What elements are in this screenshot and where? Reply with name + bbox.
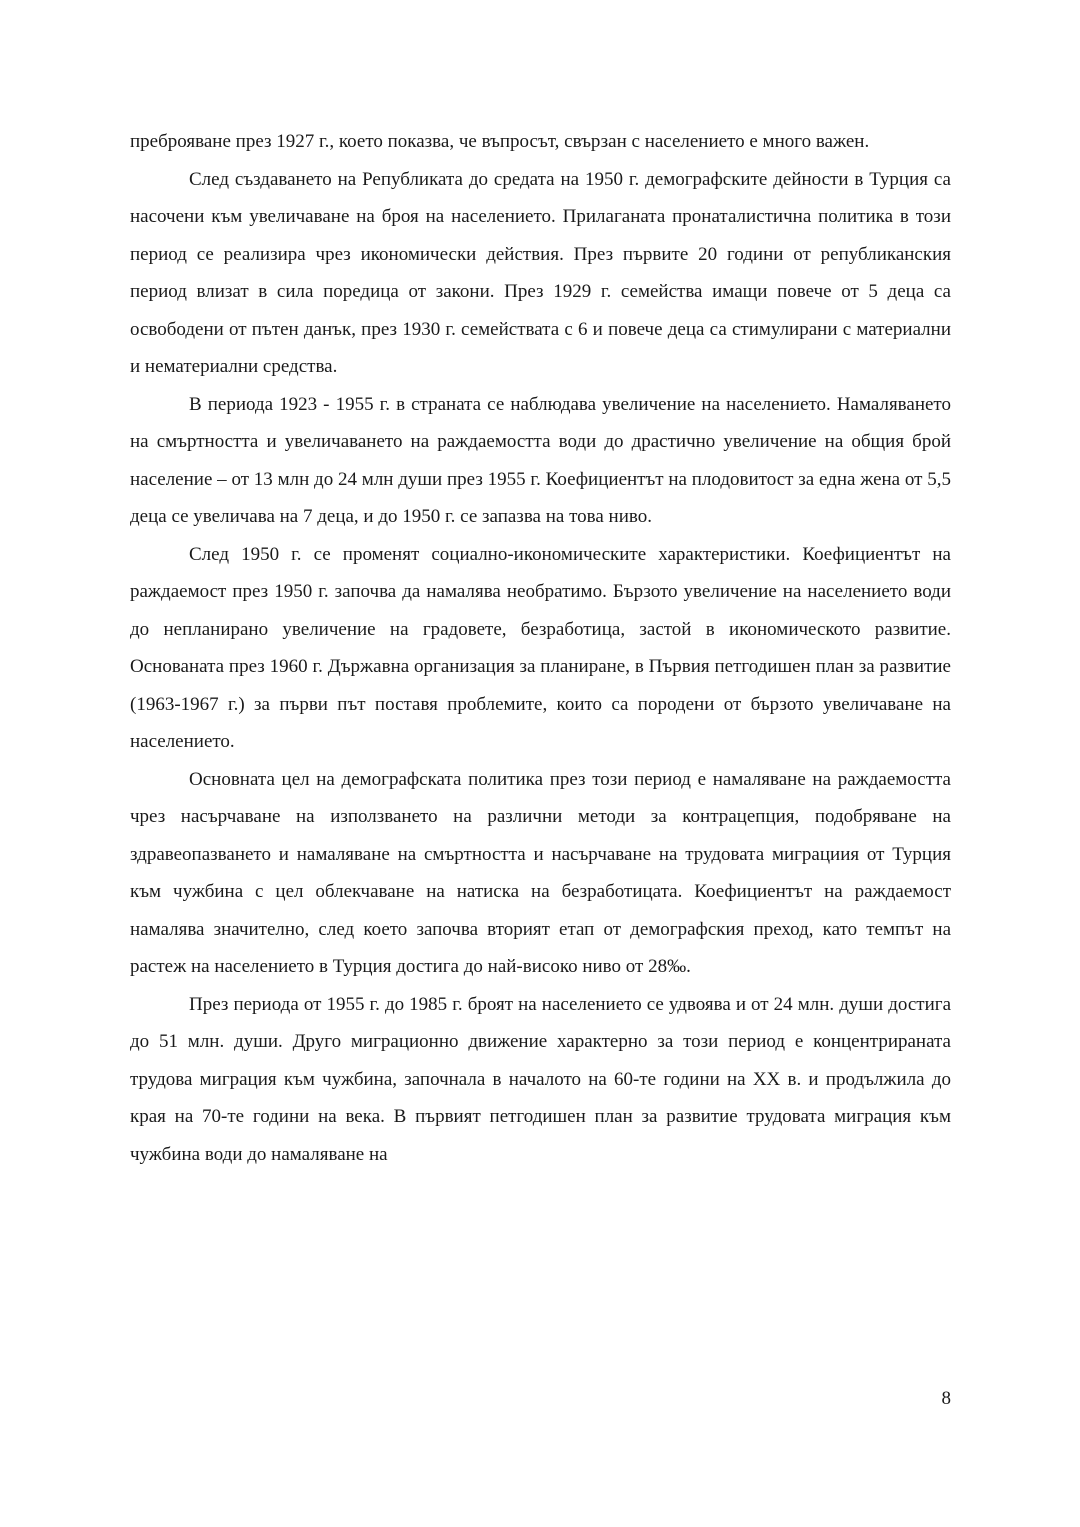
paragraph: В периода 1923 - 1955 г. в страната се наблюдава увеличение на населението. Намаляването на смъртността и увеличаването на раждаемостта води до драстично увеличение на общия брой население – от 13 млн до 24 млн души през 1955 г. Коефициентът на плодовитост за една жена от 5,5 деца се увеличава на 7 деца, и до 1950 г. се запазва на това ниво. [130,393,951,527]
paragraph: През периода от 1955 г. до 1985 г. броят на населението се удвоява и от 24 млн. души достига до 51 млн. души. Друго миграционно движение характерно за този период е концентрираната трудова миграция към чужбина, започнала в началото на 60-те години на XX в. и продължила до края на 70-те години на века. В първият петгодишен план за развитие трудовата миграция към чужбина води до намаляване на [130,993,951,1165]
paragraph-continuation: преброяване през 1927 г., което показва, че въпросът, свързан с населението е много важен. [130,131,870,152]
paragraph: След 1950 г. се променят социално-икономическите характеристики. Коефициентът на раждаемост през 1950 г. започва да намалява необратимо. Бързото увеличение на населението води до непланирано увеличение на градовете, безработица, застой в икономическото развитие. Основаната през 1960 г. Държавна организация за планиране, в Първия петгодишен план за развитие (1963-1967 г.) за първи път поставя проблемите, които са породени от бързото увеличаване на населението. [130,543,951,752]
paragraph: След създаването на Републиката до средата на 1950 г. демографските дейности в Турция са насочени към увеличаване на броя на населението. Прилаганата пронаталистична политика в този период се реализира чрез икономически действия. През първите 20 години от републиканския период влизат в сила поредица от закони. През 1929 г. семейства имащи повече от 5 деца са освободени от пътен данък, през 1930 г. семействата с 6 и повече деца са стимулирани с материални и нематериални средства. [130,168,951,377]
paragraph: Основната цел на демографската политика през този период е намаляване на раждаемостта чрез насърчаване на използването на различни методи за контрацепция, подобряване на здравеопазването и намаляване на смъртността и насърчаване на трудовата миграциия от Турция към чужбина с цел облекчаване на натиска на безработицата. Коефициентът на раждаемост намалява значително, след което започва вторият етап от демографския преход, като темпът на растеж на населението в Турция достига до най-високо ниво от 28‰. [130,768,951,977]
document-body [130,123,951,1173]
page-number: 8 [941,1388,951,1409]
